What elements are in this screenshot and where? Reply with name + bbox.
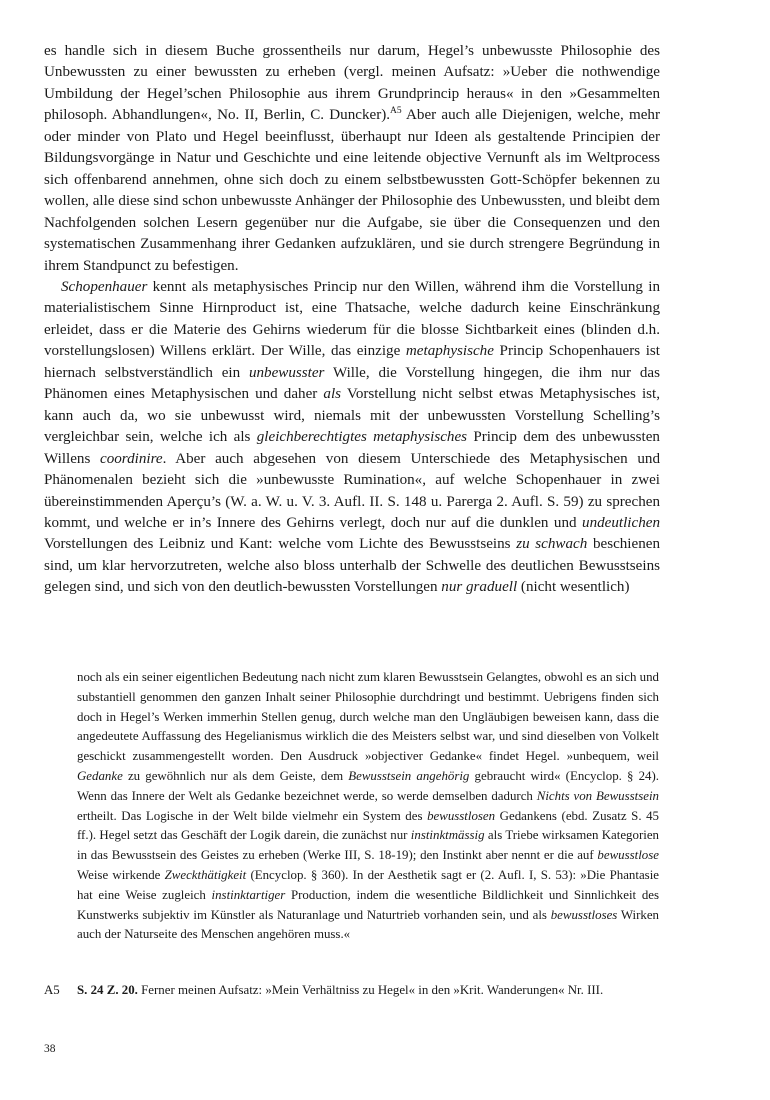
text-segment: als Triebe wirksamen Kategorien in das Bewusstsein des Geistes zu erheben (Werke III, S. 18-19); den Instinkt aber nennt er die auf — [77, 828, 659, 863]
emphasis: instinktartiger — [211, 887, 286, 902]
apparatus-note — [44, 981, 660, 1001]
emphasis: undeutlichen — [582, 514, 660, 531]
text-segment: (Encyclop. § 360). In der Aesthetik sagt er (2. Aufl. I, S. 53): »Die Phantasie hat eine Weise zugleich — [77, 867, 659, 902]
apparatus-label: A5 — [44, 983, 60, 997]
text-segment: Wille, die Vorstellung hingegen, die ihm nur das Phänomen eines Metaphysischen und daher — [44, 364, 660, 403]
emphasis: coordinire — [100, 450, 163, 467]
emphasis: Nichts von Bewusstsein — [536, 788, 659, 803]
text-segment: Vorstellung nicht selbst etwas Metaphysisches ist, kann auch da, wo sie unbewusst wird, niemals mit der unbewussten Vorstellung Schelling’s vergleichbar sein, welche ich als — [44, 386, 660, 446]
emphasis: gleichberechtigtes metaphysisches — [256, 429, 468, 446]
text-segment: Wirken auch der Naturseite des Menschen angehören muss.« — [77, 907, 659, 942]
text-segment: Vorstellungen des Leibniz und Kant: welche vom Lichte des Bewusstseins — [44, 536, 517, 553]
text-segment: Princip dem des unbewussten Willens — [44, 429, 660, 467]
text-segment: zu gewöhnlich nur als dem Geiste, dem — [122, 768, 349, 783]
emphasis: Zweckthätigkeit — [164, 867, 247, 882]
emphasis: Gedanke — [77, 768, 123, 783]
apparatus-body — [77, 981, 660, 1001]
emphasis: bewusstloses — [550, 907, 618, 922]
text-segment: kennt als metaphysisches Princip nur den Willen, während ihm die Vorstellung in materialistischem Sinne Hirnproduct ist, eine Thatsache, welche dadurch keine Einschränkung erleidet, dass er die Materie des Gehirns wiederum für die blosse Sichtbarkeit eines (blinden d.h. vorstellungslosen) Willens erklärt. Der Wille, das einzige — [44, 278, 660, 360]
text-segment: . Aber auch abgesehen von diesem Unterschiede des Metaphysischen und Phänomenalen bezieht sich die »unbewusste Rumination«, auf welche Schopenhauer in zwei übereinstimmenden Aperçu’s (W. a. W. u. V. 3. Aufl. II. S. 148 u. Parerga 2. Aufl. S. 59) zu sprechen kommt, und welche er in’s Innere des Gehirns verlegt, doch nur auf die dunklen und — [44, 450, 660, 531]
emphasis: unbewusster — [248, 364, 325, 381]
apparatus-ref: S. 24 Z. 20. — [77, 983, 138, 997]
emphasis: metaphysische — [405, 343, 494, 360]
emphasis: Bewusstsein angehörig — [348, 768, 470, 783]
text-segment: Production, indem die wesentliche Bildlichkeit und Sinnlichkeit des Kunstwerks subjektiv im Künstler als Naturanlage und Naturtrieb vorhanden sein, und als — [77, 887, 659, 922]
emphasis: Schopenhauer — [61, 278, 148, 295]
footnote-continuation — [77, 668, 659, 945]
emphasis: bewusstlose — [597, 848, 659, 863]
text-segment: gebraucht wird« (Encyclop. § 24). Wenn das Innere der Welt als Gedanke bezeichnet werde, so werde demselben dadurch — [77, 768, 659, 803]
text-segment: Princip Schopenhauers ist hiernach selbstverständlich ein — [44, 343, 660, 381]
emphasis: nur graduell — [441, 579, 518, 596]
text-segment: beschienen sind, um klar hervorzutreten, welche also bloss unterhalb der Schwelle des deutlichen Bewusstseins gelegen sind, und sich von den deutlich-bewussten Vorstellungen — [44, 536, 660, 596]
text-segment: (nicht wesentlich) — [517, 579, 630, 596]
apparatus-reference[interactable]: A5 — [390, 106, 402, 117]
apparatus-text: Ferner meinen Aufsatz: »Mein Verhältniss zu Hegel« in den »Krit. Wanderungen« Nr. III. — [137, 983, 604, 997]
emphasis: instinktmässig — [410, 828, 485, 843]
text-segment: noch als ein seiner eigentlichen Bedeutung nach nicht zum klaren Bewusstsein Gelangtes, obwohl es an sich und substantiell genommen den ganzen Inhalt seiner Philosophie durchdringt und bestimmt. Uebrigens finden sich doch in Hegel’s Werken immerhin Stellen genug, durch welche man den Ungläubigen beweisen kann, dass die angedeutete Auffassung des Hegelianismus wirklich die des Meisters selbst war, und sind dieselben von Volkelt geschickt zusammengestellt worden. Den Ausdruck »objectiver Gedanke« findet Hegel. »unbequem, weil — [77, 670, 659, 764]
text-segment: Gedankens (ebd. Zusatz S. 45 ff.). Hegel setzt das Geschäft der Logik darein, die zunächst nur — [77, 808, 660, 843]
text-segment: Aber auch alle Diejenigen, welche, mehr oder minder von Plato und Hegel beeinflusst, überhaupt nur Ideen als gestaltende Principien der Bildungsvorgänge in Natur und Geschichte und eine leitende objective Vernunft als im Weltprocess sich offenbarend annehmen, ohne sich doch zu einem selbstbewussten Gott-Schöpfer bekennen zu wollen, alle diese sind schon unbewusste Anhänger der Philosophie des Unbewussten, und bleibt dem Nachfolgenden solchen Lesern gegenüber nur die Aufgabe, sie über die Consequenzen und den systematischen Zusammenhang ihrer Gedanken aufzuklären, und sie durch strengere Begründung in ihrem Standpunct zu befestigen. — [44, 107, 660, 274]
footnote-text — [77, 668, 659, 945]
emphasis: als — [323, 386, 342, 403]
text-segment: ertheilt. Das Logische in der Welt bilde vielmehr ein System des — [77, 808, 428, 823]
text-segment: es handle sich in diesem Buche grossentheils nur darum, Hegel’s unbewusste Philosophie des Unbewussten zu einer bewussten zu erheben (vergl. meinen Aufsatz: »Ueber die nothwendige Umbildung der Hegel’schen Philosophie aus ihrem Grundprincip heraus« in den »Gesammelten philosoph. Abhandlungen«, No. II, Berlin, C. Duncker). — [44, 43, 660, 124]
text-segment: Weise wirkende — [77, 867, 165, 882]
paragraph-2 — [44, 277, 660, 599]
page-number: 38 — [44, 1043, 56, 1055]
emphasis: zu schwach — [516, 536, 588, 553]
emphasis: bewusstlosen — [427, 808, 496, 823]
paragraph-1 — [44, 41, 660, 277]
main-text — [44, 41, 660, 599]
